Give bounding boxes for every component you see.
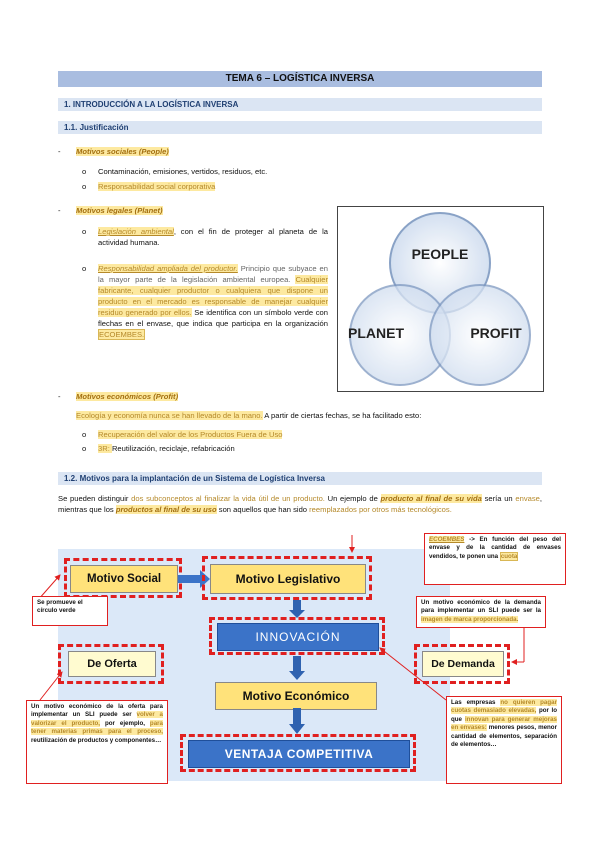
economic-item-1-text: Recuperación del valor de los Productos Fuera de Uso [98, 430, 283, 439]
note-demanda [416, 596, 546, 628]
economic-text-a: Ecología y economía nunca se han llevado de la mano. [76, 411, 263, 420]
note-oferta-b: volver a valorizar el producto, [31, 711, 163, 727]
bullet: o [82, 444, 87, 453]
note-oferta-e: reutilización de productos y componentes… [31, 736, 162, 744]
para-d: producto al final de su vida [380, 494, 482, 503]
legal-item-2-text-b: Cualquier fabricante, cualquier productor o cualquiera que dispone un producto en el mercado es responsable de manejar cualquier residuo generado por ellos. [98, 275, 328, 317]
note-ecoembes-cuota: cuota [500, 552, 518, 560]
para-j: reemplazados por otros más tecnológicos. [309, 505, 452, 514]
bullet: o [82, 430, 87, 439]
note-empresas-a: Las empresas [451, 699, 501, 706]
venn-planet-label: PLANET [348, 325, 404, 341]
de-demanda-box: De Demanda [422, 651, 504, 677]
economic-item-2-label: 3R: [98, 444, 112, 453]
social-dash: - [58, 147, 61, 156]
note-empresas-b: no quieren pagar cuotas demasiado elevadas, [451, 699, 557, 715]
bullet: o [82, 227, 87, 236]
economic-dash: - [58, 392, 61, 401]
section-1-text: 1. INTRODUCCIÓN A LA LOGÍSTICA INVERSA [64, 100, 239, 109]
bullet: o [82, 182, 87, 191]
economic-heading-text: Motivos económicos (Profit) [76, 392, 179, 401]
social-item-1: Contaminación, emisiones, vertidos, residuos, etc. [98, 167, 268, 176]
section-1-1-text: 1.1. Justificación [64, 123, 129, 132]
section-1-2-text: 1.2. Motivos para la implantación de un Sistema de Logística Inversa [64, 474, 325, 483]
social-heading-text: Motivos sociales (People) [76, 147, 169, 156]
note-empresas-d: innovan para generar mejoras en envases: [451, 715, 557, 732]
motivo-legislativo-box: Motivo Legislativo [210, 564, 366, 594]
bullet: o [82, 264, 87, 273]
motivo-economico-box: Motivo Económico [215, 682, 377, 710]
venn-people-label: PEOPLE [411, 246, 469, 262]
note-demanda-highlight: imagen de marca proporcionada. [421, 615, 519, 623]
para-b: dos subconceptos al finalizar la vida útil de un producto. [131, 494, 325, 503]
arrow-oferta [40, 672, 62, 700]
para-c: Un ejemplo de [324, 494, 381, 503]
motivo-social-box: Motivo Social [70, 565, 178, 593]
note-oferta [26, 700, 168, 784]
note-empresas-e: menores pesos, menor cantidad de elementos, separación de elementos… [451, 724, 557, 749]
para-a: Se pueden distinguir [58, 494, 132, 503]
legal-dash: - [58, 206, 61, 215]
page-title: TEMA 6 – LOGÍSTICA INVERSA [58, 71, 542, 87]
para-g: , mientras que los [58, 494, 542, 514]
social-item-2-text: Responsabilidad social corporativa [98, 182, 216, 191]
para-i: son aquellos que han sido [216, 505, 310, 514]
note-empresas-c: por lo que [451, 707, 558, 723]
innovacion-box: INNOVACIÓN [217, 623, 379, 651]
legal-item-2-text-a: Principio que subyace en la mayor parte de la legislación ambiental europea. [98, 264, 328, 284]
legal-item-1-text: , con el fin de proteger al planeta de la actividad humana. [98, 227, 328, 247]
legal-item-2-term: Responsabilidad ampliada del productor. [98, 264, 238, 273]
legal-item-1-term: Legislación ambiental [98, 227, 174, 236]
bullet: o [82, 167, 87, 176]
note-oferta-a: Un motivo económico de la oferta para implementar un SLI puede ser [31, 703, 163, 719]
note-ecoembes-term: ECOEMBES [429, 536, 465, 543]
para-e: sería un [481, 494, 516, 503]
note-circulo: Se promueve el círculo verde [32, 596, 108, 626]
arrow-empresas [380, 648, 446, 700]
note-empresas [446, 696, 562, 784]
economic-item-2-text: Reutilización, reciclaje, refabricación [111, 444, 235, 453]
para-f: envase [515, 494, 540, 503]
legal-item-2-ecoembes: ECOEMBES. [99, 330, 145, 339]
para-h: productos al final de su uso [115, 505, 217, 514]
legal-item-2-text-c: Se identifica con un símbolo verde con flechas en el envase, que indica que participa en la organización [98, 308, 328, 328]
venn-profit-label: PROFIT [470, 325, 522, 341]
note-ecoembes-text: -> En función del peso del envase y de la cantidad de envases vendidos, te ponen una [429, 536, 561, 560]
note-oferta-d: para tener materias primas para el proceso, [31, 719, 163, 736]
note-oferta-c: por ejemplo, [100, 719, 150, 727]
note-demanda-text: Un motivo económico de la demanda para implementar un SLI puede ser la [421, 599, 541, 615]
ventaja-competitiva-box: VENTAJA COMPETITIVA [188, 740, 410, 768]
economic-text-b: A partir de ciertas fechas, se ha facilitado esto: [262, 411, 422, 420]
note-ecoembes [424, 533, 566, 585]
legal-heading-text: Motivos legales (Planet) [76, 206, 163, 215]
de-oferta-box: De Oferta [68, 651, 156, 677]
